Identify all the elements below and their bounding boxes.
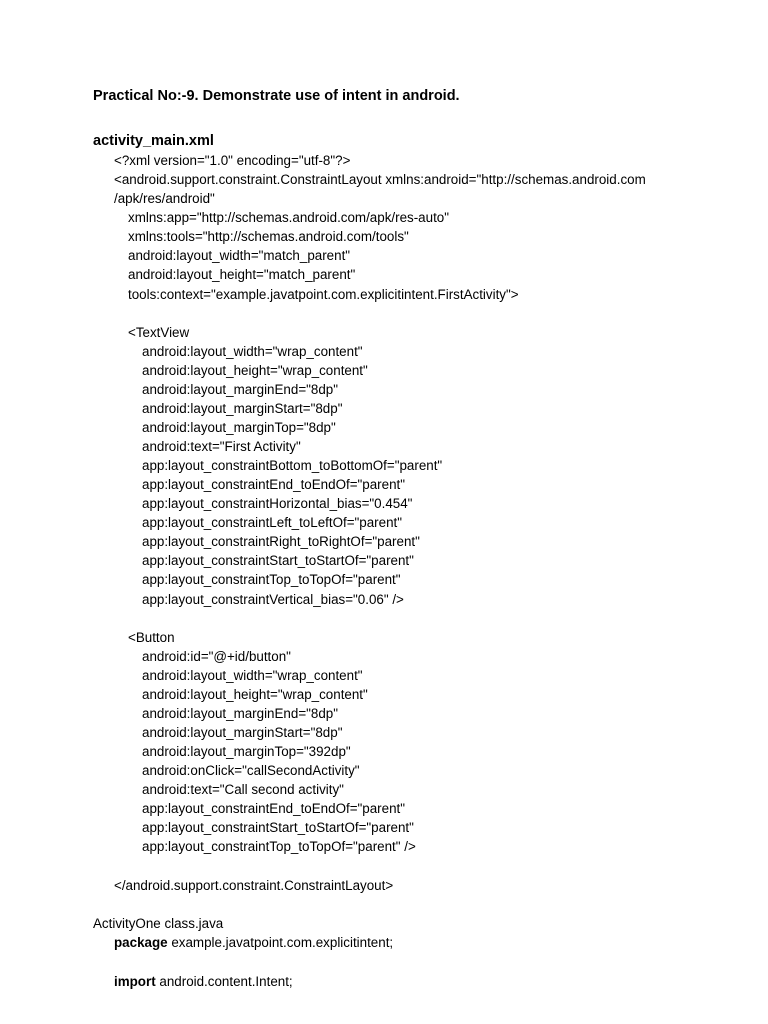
- code-line: xmlns:tools="http://schemas.android.com/tools": [128, 229, 409, 244]
- code-line: <?xml version="1.0" encoding="utf-8"?>: [114, 153, 351, 168]
- package-name: example.javatpoint.com.explicitintent;: [171, 935, 394, 950]
- code-line: app:layout_constraintStart_toStartOf="parent": [142, 553, 414, 568]
- code-line: /apk/res/android": [114, 191, 215, 206]
- code-line: android:text="First Activity": [142, 439, 301, 454]
- code-line: android:layout_width="match_parent": [128, 248, 351, 263]
- code-line: app:layout_constraintEnd_toEndOf="parent": [142, 801, 405, 816]
- import-name: android.content.Intent;: [159, 974, 293, 989]
- code-line: app:layout_constraintRight_toRightOf="parent": [142, 534, 420, 549]
- code-line: android:id="@+id/button": [142, 649, 291, 664]
- code-line: android:layout_marginStart="8dp": [142, 401, 343, 416]
- xml-section-heading: activity_main.xml: [93, 133, 214, 149]
- code-line: app:layout_constraintTop_toTopOf="parent" />: [142, 839, 416, 854]
- code-line: android:layout_height="match_parent": [128, 267, 356, 282]
- code-line: android:layout_marginStart="8dp": [142, 725, 343, 740]
- import-line: [114, 972, 293, 991]
- code-line: app:layout_constraintLeft_toLeftOf="parent": [142, 515, 403, 530]
- code-line: android:layout_marginEnd="8dp": [142, 382, 338, 397]
- code-line: android:layout_marginEnd="8dp": [142, 706, 338, 721]
- code-line: tools:context="example.javatpoint.com.explicitintent.FirstActivity">: [128, 287, 519, 302]
- code-line: app:layout_constraintEnd_toEndOf="parent": [142, 477, 405, 492]
- code-line: <android.support.constraint.ConstraintLayout xmlns:android="http://schemas.android.com: [114, 172, 646, 187]
- code-line: android:layout_marginTop="392dp": [142, 744, 351, 759]
- code-line: <TextView: [128, 325, 190, 340]
- code-line: app:layout_constraintTop_toTopOf="parent": [142, 572, 401, 587]
- code-line: android:layout_height="wrap_content": [142, 687, 368, 702]
- code-line: app:layout_constraintHorizontal_bias="0.454": [142, 496, 413, 511]
- code-line: <Button: [128, 630, 175, 645]
- code-line: android:layout_width="wrap_content": [142, 668, 363, 683]
- code-line: app:layout_constraintVertical_bias="0.06" />: [142, 592, 404, 607]
- import-keyword: import: [114, 974, 156, 989]
- code-line: android:text="Call second activity": [142, 782, 344, 797]
- package-line: [114, 933, 393, 952]
- code-line: xmlns:app="http://schemas.android.com/apk/res-auto": [128, 210, 449, 225]
- code-line: app:layout_constraintBottom_toBottomOf="parent": [142, 458, 443, 473]
- page-title: Practical No:-9. Demonstrate use of intent in android.: [93, 88, 460, 104]
- code-line: android:onClick="callSecondActivity": [142, 763, 360, 778]
- code-line: android:layout_width="wrap_content": [142, 344, 363, 359]
- package-keyword: package: [114, 935, 168, 950]
- code-line: android:layout_height="wrap_content": [142, 363, 368, 378]
- code-line: app:layout_constraintStart_toStartOf="parent": [142, 820, 414, 835]
- java-section-heading: ActivityOne class.java: [93, 916, 224, 931]
- code-line: android:layout_marginTop="8dp": [142, 420, 336, 435]
- code-line: </android.support.constraint.ConstraintLayout>: [114, 878, 394, 893]
